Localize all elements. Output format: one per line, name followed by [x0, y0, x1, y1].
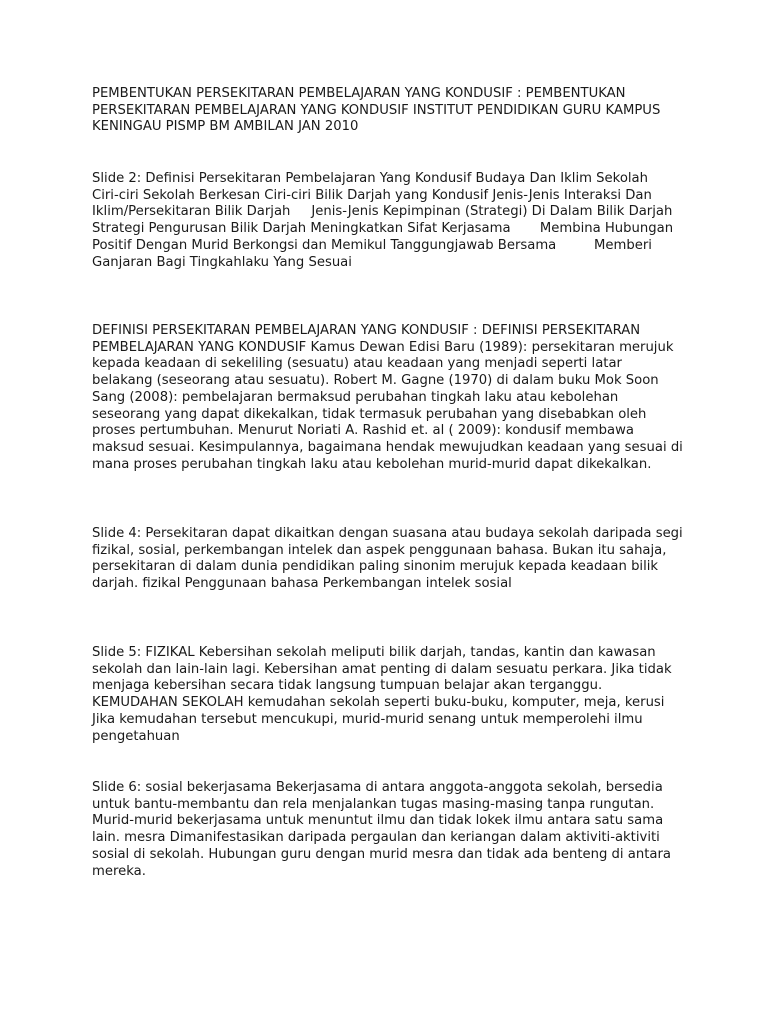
- slide-6-paragraph: Slide 6: sosial bekerjasama Bekerjasama di antara anggota-anggota sekolah, bersedia untuk bantu-membantu dan rela menjalankan tugas masing-masing tanpa rungutan. Murid-murid bekerjasama untuk menuntut ilmu dan tidak lokek ilmu antara satu sama lain. mesra Dimanifestasikan daripada pergaulan dan keriangan dalam aktiviti-aktiviti sosial di sekolah. Hubungan guru dengan murid mesra dan tidak ada benteng di antara mereka.: [92, 780, 676, 879]
- definition-paragraph: DEFINISI PERSEKITARAN PEMBELAJARAN YANG KONDUSIF : DEFINISI PERSEKITARAN PEMBELAJARAN YANG KONDUSIF Kamus Dewan Edisi Baru (1989): persekitaran merujuk kepada keadaan di sekeliling (sesuatu) atau keadaan yang menjadi seperti latar belakang (seseorang atau sesuatu). Robert M. Gagne (1970) di dalam buku Mok Soon Sang (2008): pembelajaran bermaksud perubahan tingkah laku atau kebolehan seseorang yang dapat dikekalkan, tidak termasuk perubahan yang disebabkan oleh proses pertumbuhan. Menurut Noriati A. Rashid et. al ( 2009): kondusif membawa maksud sesuai. Kesimpulannya, bagaimana hendak mewujudkan keadaan yang sesuai di mana proses perubahan tingkah laku atau kebolehan murid-murid dapat dikekalkan.: [92, 323, 688, 472]
- slide-4-paragraph: Slide 4: Persekitaran dapat dikaitkan dengan suasana atau budaya sekolah daripada segi fizikal, sosial, perkembangan intelek dan aspek penggunaan bahasa. Bukan itu sahaja, persekitaran di dalam dunia pendidikan paling sinonim merujuk kepada keadaan bilik darjah. fizikal Penggunaan bahasa Perkembangan intelek sosial: [92, 526, 687, 592]
- slide-5-paragraph: Slide 5: FIZIKAL Kebersihan sekolah meliputi bilik darjah, tandas, kantin dan kawasan sekolah dan lain-lain lagi. Kebersihan amat penting di dalam sesuatu perkara. Jika tidak menjaga kebersihan secara tidak langsung tumpuan belajar akan terganggu. KEMUDAHAN SEKOLAH kemudahan sekolah seperti buku-buku, komputer, meja, kerusi Jika kemudahan tersebut mencukupi, murid-murid senang untuk memperolehi ilmu pengetahuan: [92, 645, 676, 744]
- slide-2-paragraph: Slide 2: Definisi Persekitaran Pembelajaran Yang Kondusif Budaya Dan Iklim Sekolah Ciri-ciri Sekolah Berkesan Ciri-ciri Bilik Darjah yang Kondusif Jenis-Jenis Interaksi Dan Iklim/Persekitaran Bilik Darjah Jenis-Jenis Kepimpinan (Strategi) Di Dalam Bilik Darjah Strategi Pengurusan Bilik Darjah Meningkatkan Sifat Kerjasama Membina Hubungan Positif Dengan Murid Berkongsi dan Memikul Tanggungjawab Bersama Memberi Ganjaran Bagi Tingkahlaku Yang Sesuai: [92, 171, 682, 270]
- document-title: PEMBENTUKAN PERSEKITARAN PEMBELAJARAN YANG KONDUSIF : PEMBENTUKAN PERSEKITARAN PEMBELAJARAN YANG KONDUSIF INSTITUT PENDIDIKAN GURU KAMPUS KENINGAU PISMP BM AMBILAN JAN 2010: [92, 86, 665, 135]
